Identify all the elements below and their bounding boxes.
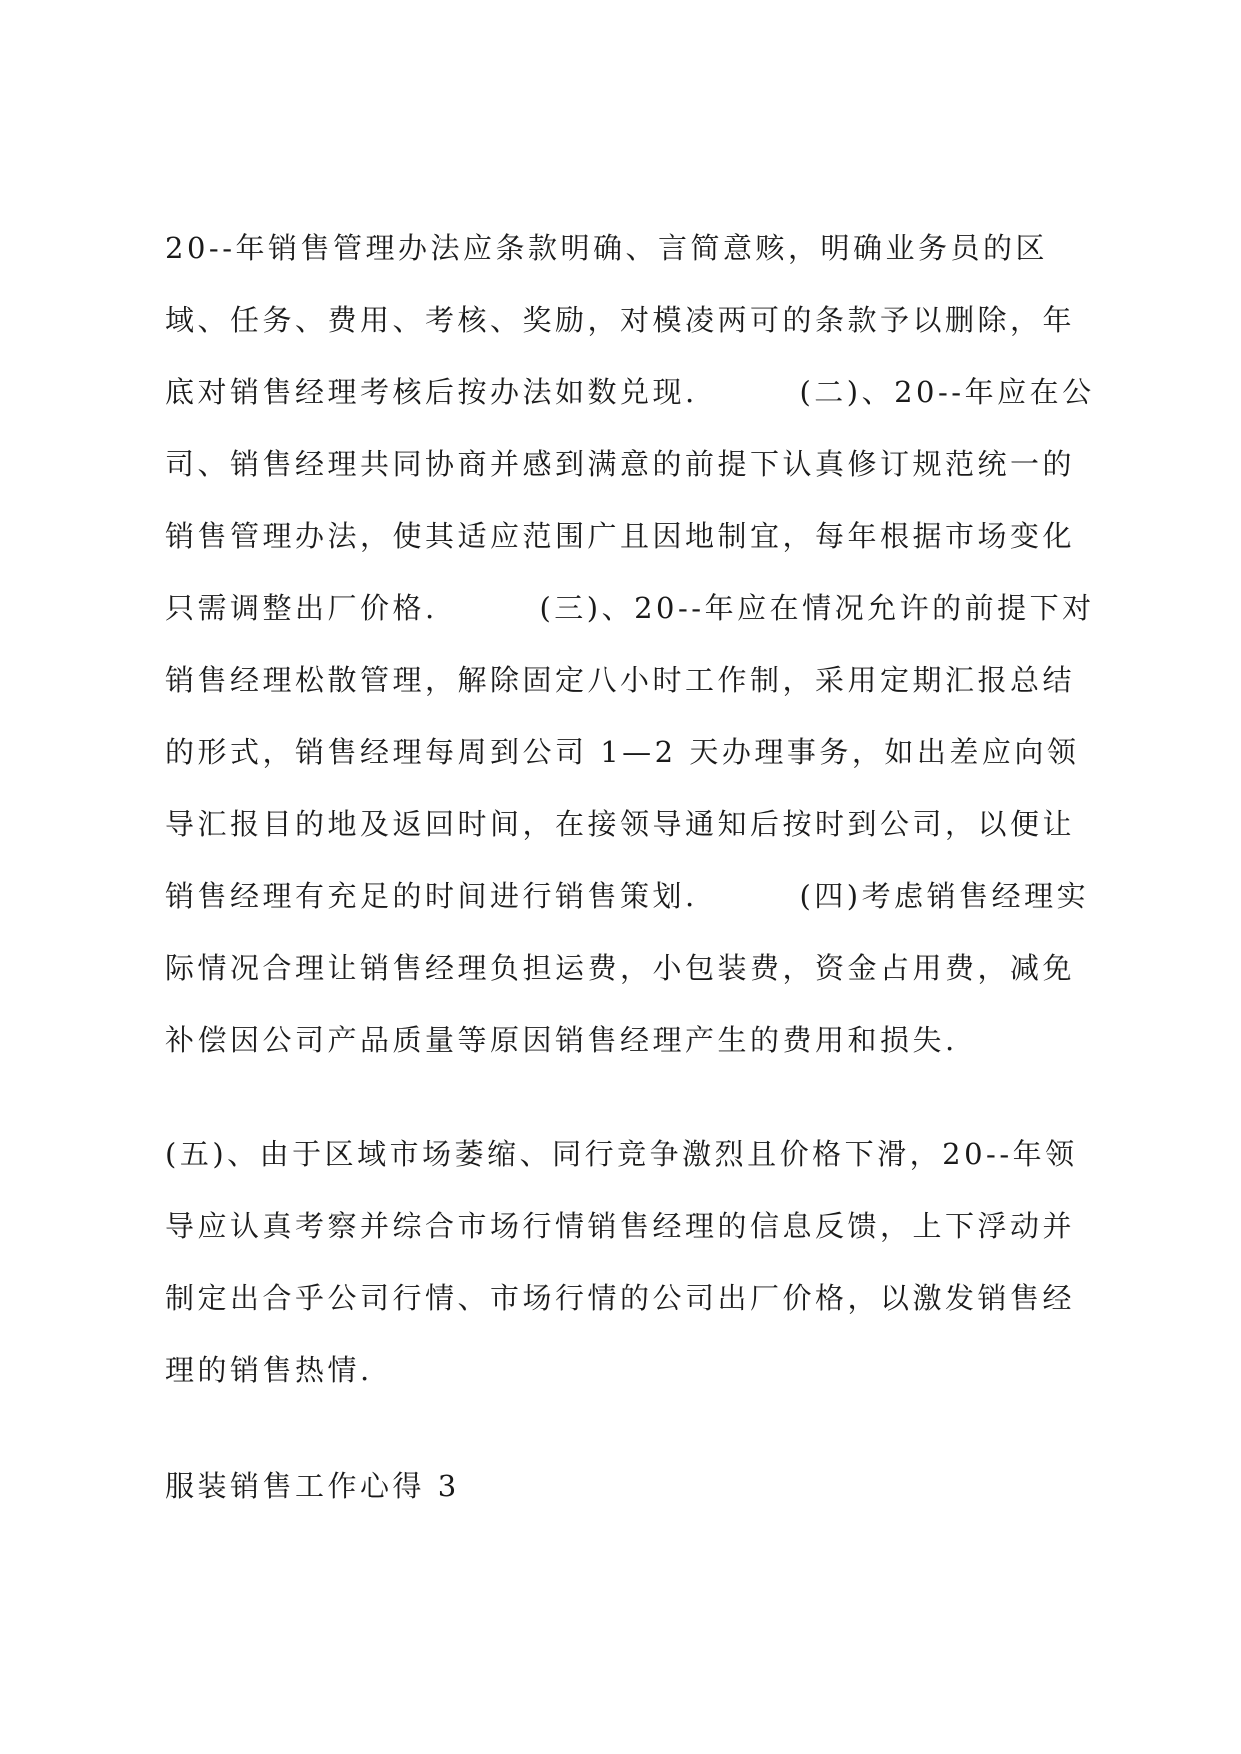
paragraph-2-line-1: (五)、由于区域市场萎缩、同行竞争激烈且价格下滑，20--年领 [165, 1137, 1078, 1171]
paragraph-1-line-10: 销售经理有充足的时间进行销售策划. (四)考虑销售经理实 [165, 879, 1090, 913]
paragraph-1-line-8: 的形式，销售经理每周到公司 1—2 天办理事务，如出差应向领 [165, 735, 1080, 769]
paragraph-1-line-11: 际情况合理让销售经理负担运费，小包装费，资金占用费，减免 [165, 951, 1076, 985]
paragraph-1-line-1: 20--年销售管理办法应条款明确、言简意赅，明确业务员的区 [165, 231, 1049, 265]
paragraph-1-line-12: 补偿因公司产品质量等原因销售经理产生的费用和损失. [165, 1023, 958, 1057]
paragraph-1-line-9: 导汇报目的地及返回时间，在接领导通知后按时到公司，以便让 [165, 807, 1076, 841]
paragraph-1-line-7: 销售经理松散管理，解除固定八小时工作制，采用定期汇报总结 [165, 663, 1076, 697]
paragraph-2-line-3: 制定出合乎公司行情、市场行情的公司出厂价格，以激发销售经 [165, 1281, 1076, 1315]
paragraph-1-line-2: 域、任务、费用、考核、奖励，对模凌两可的条款予以删除，年 [165, 303, 1076, 337]
paragraph-1-line-4: 司、销售经理共同协商并感到满意的前提下认真修订规范统一的 [165, 447, 1076, 481]
paragraph-2-line-4: 理的销售热情. [165, 1353, 373, 1387]
paragraph-1-line-5: 销售管理办法，使其适应范围广且因地制宜，每年根据市场变化 [165, 519, 1076, 553]
section-heading: 服装销售工作心得 3 [165, 1469, 460, 1503]
paragraph-1-line-3: 底对销售经理考核后按办法如数兑现. (二)、20--年应在公 [165, 375, 1095, 409]
paragraph-2-line-2: 导应认真考察并综合市场行情销售经理的信息反馈，上下浮动并 [165, 1209, 1076, 1243]
paragraph-1-line-6: 只需调整出厂价格. (三)、20--年应在情况允许的前提下对 [165, 591, 1095, 625]
